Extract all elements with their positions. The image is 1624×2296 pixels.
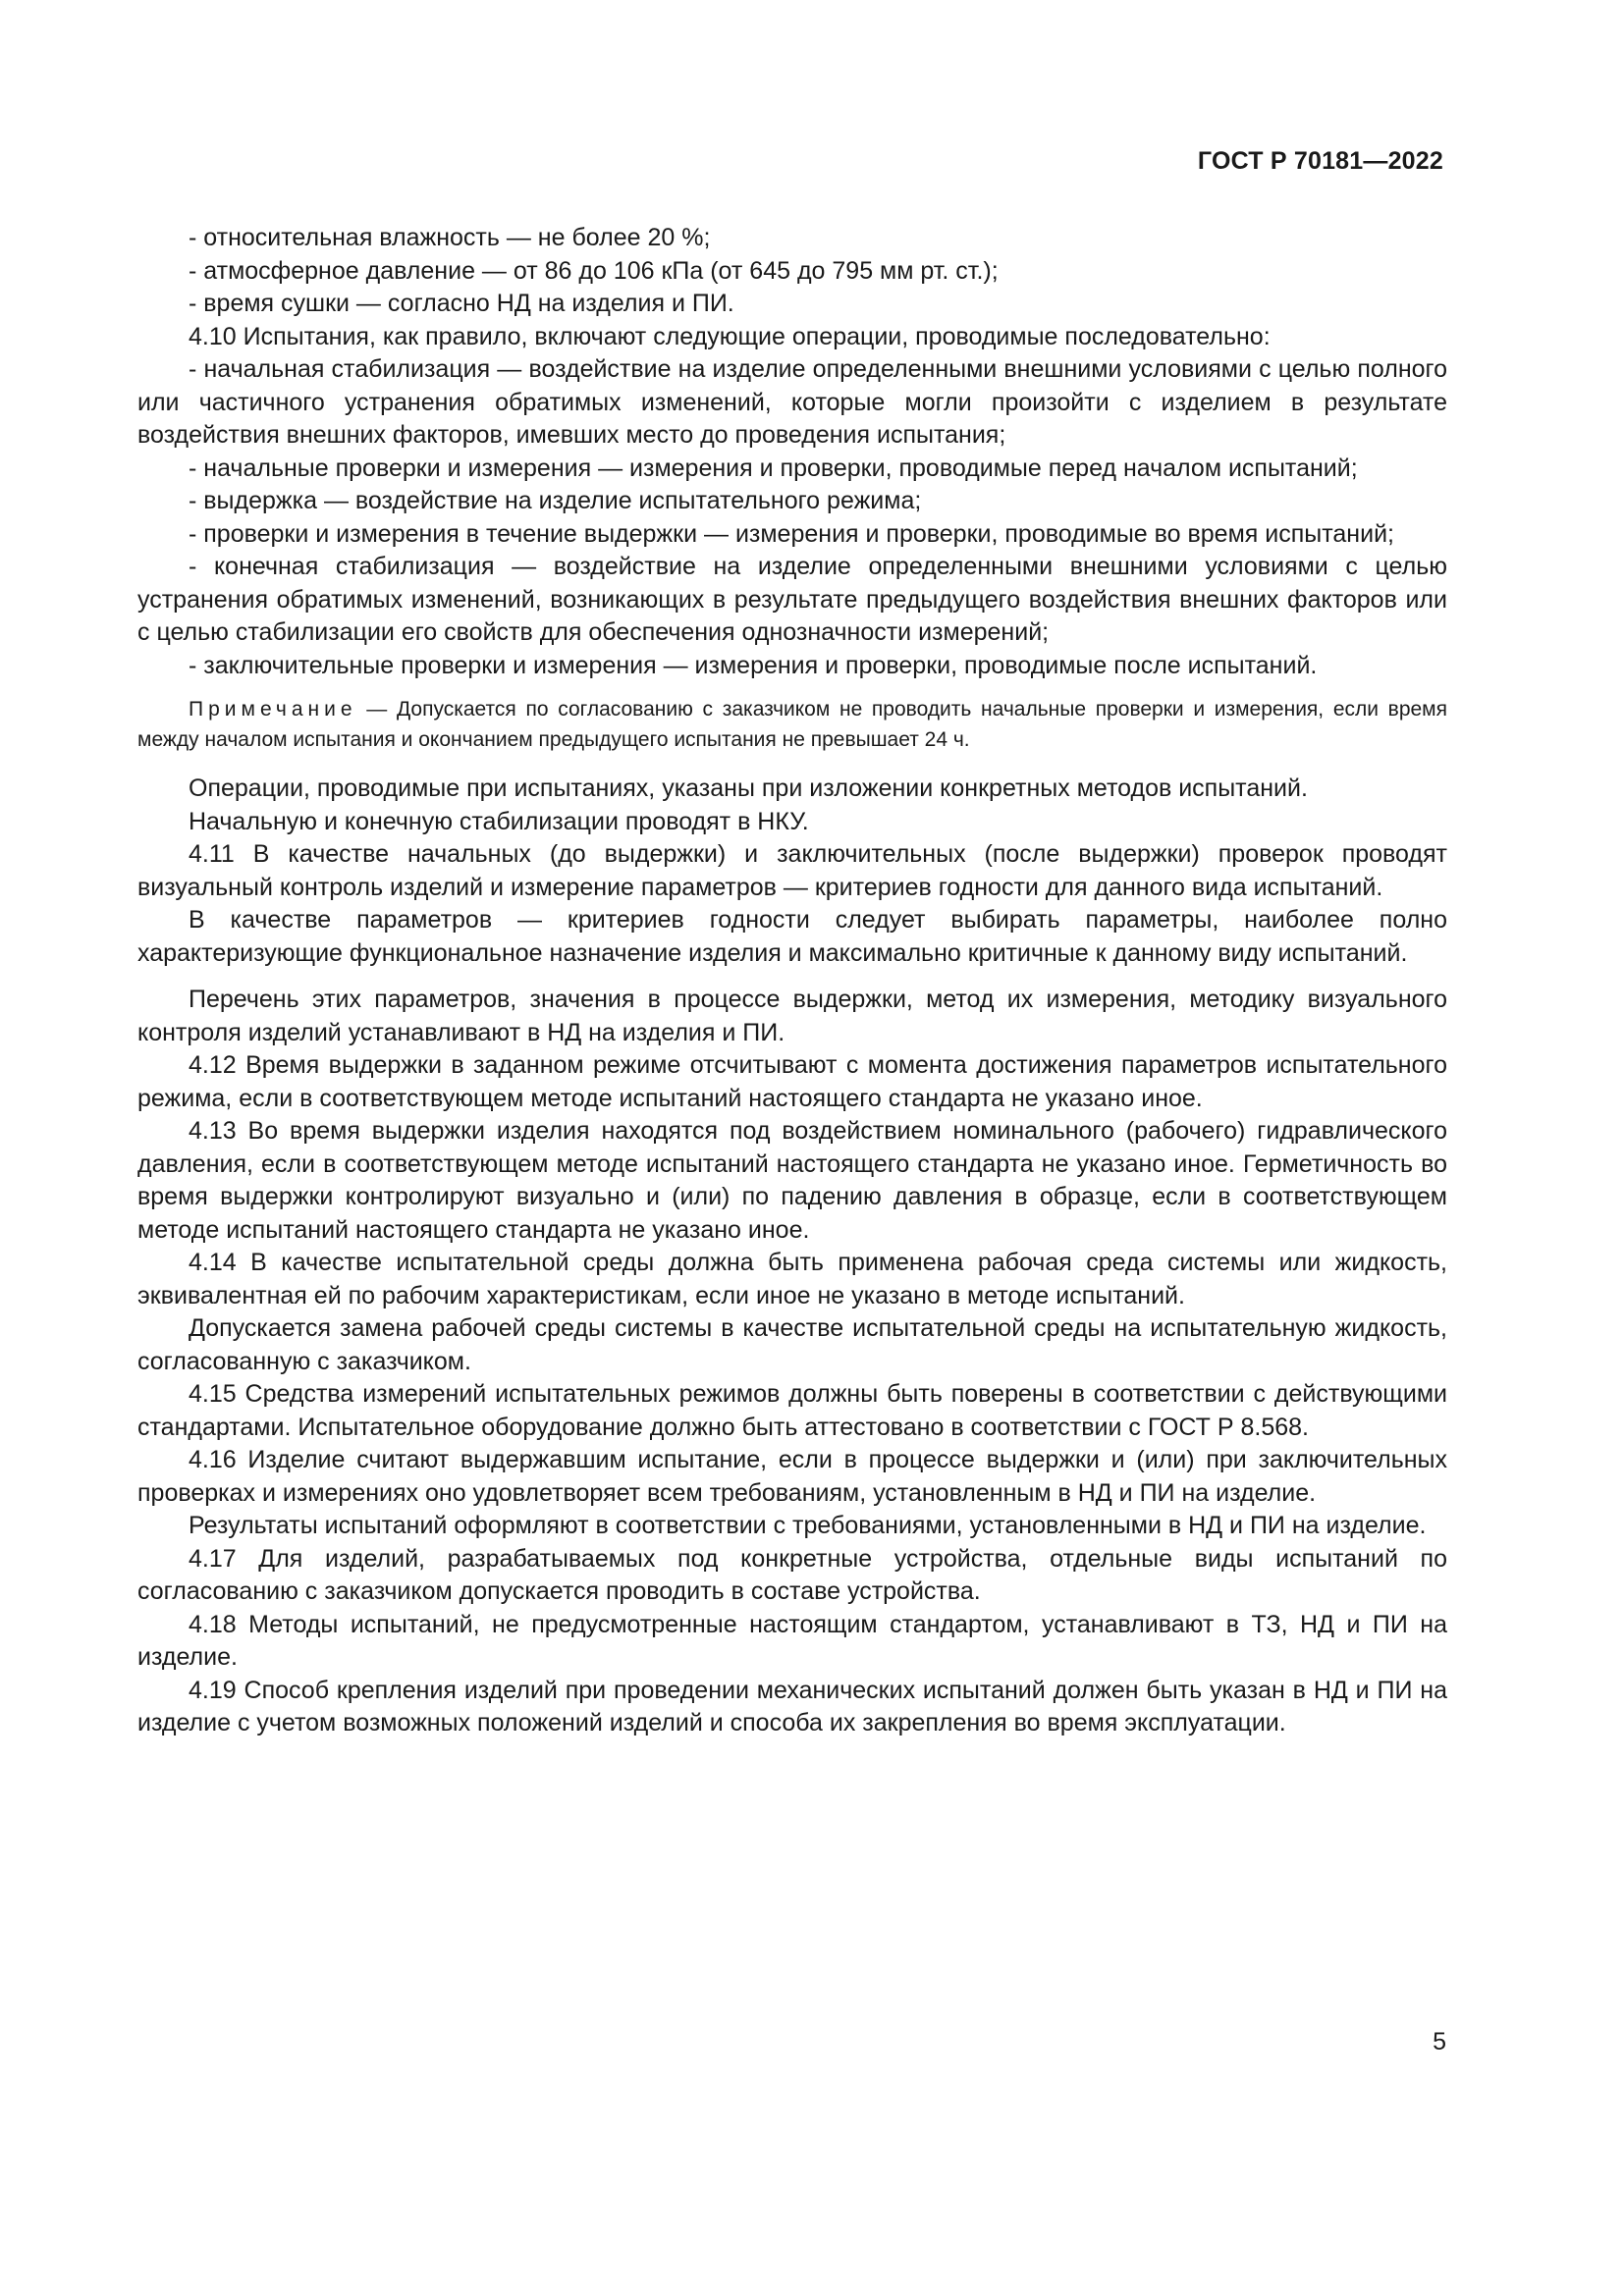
document-header: ГОСТ Р 70181—2022 xyxy=(1197,147,1443,175)
paragraph: 4.14 В качестве испытательной среды должна быть применена рабочая среда системы или жидкость, эквивалентная ей по рабочим характеристикам, если иное не указано в методе испытаний. xyxy=(137,1249,1447,1309)
paragraph: 4.12 Время выдержки в заданном режиме отсчитывают с момента достижения параметров испытательного режима, если в соответствующем методе испытаний настоящего стандарта не указано иное. xyxy=(137,1051,1447,1112)
paragraph: Допускается замена рабочей среды системы в качестве испытательной среды на испытательную жидкость, согласованную с заказчиком. xyxy=(137,1314,1447,1375)
paragraph: Результаты испытаний оформляют в соответствии с требованиями, установленными в НД и ПИ на изделие. xyxy=(189,1512,1427,1539)
page-number: 5 xyxy=(1433,2028,1446,2056)
paragraph: Начальную и конечную стабилизации проводят в НКУ. xyxy=(189,807,809,835)
note-label: Примечание xyxy=(189,698,357,721)
paragraph: - начальная стабилизация — воздействие на изделие определенными внешними условиями с целью полного или частичного устранения обратимых изменений, которые могли произойти с изделием в результате воздействия внешних факторов, имевших место до проведения испытания; xyxy=(137,355,1447,449)
paragraph: 4.19 Способ крепления изделий при проведении механических испытаний должен быть указан в НД и ПИ на изделие с учетом возможных положений изделий и способа их закрепления во время эксплуатации. xyxy=(137,1676,1447,1736)
paragraph: - выдержка — воздействие на изделие испытательного режима; xyxy=(189,487,922,514)
paragraph: - заключительные проверки и измерения — измерения и проверки, проводимые после испытаний. xyxy=(189,651,1318,679)
paragraph: В качестве параметров — критериев годности следует выбирать параметры, наиболее полно характеризующие функциональное назначение изделия и максимально критичные к данному виду испытаний. xyxy=(137,906,1447,967)
paragraph: - конечная стабилизация — воздействие на изделие определенными внешними условиями с целью устранения обратимых изменений, возникающих в результате предыдущего воздействия внешних факторов или с целью стабилизации его свойств для обеспечения однозначности измерений; xyxy=(137,553,1447,646)
note xyxy=(137,694,1447,755)
paragraph: - время сушки — согласно НД на изделия и ПИ. xyxy=(189,290,734,317)
note-text: — Допускается по согласованию с заказчиком не проводить начальные проверки и измерения, если время между началом испытания и окончанием предыдущего испытания не превышает 24 ч. xyxy=(137,698,1447,751)
paragraph: 4.17 Для изделий, разрабатываемых под конкретные устройства, отдельные виды испытаний по согласованию с заказчиком допускается проводить в составе устройства. xyxy=(137,1544,1447,1605)
paragraph: 4.15 Средства измерений испытательных режимов должны быть поверены в соответствии с действующими стандартами. Испытательное оборудование должно быть аттестовано в соответствии с ГОСТ Р 8.568. xyxy=(137,1380,1447,1441)
paragraph: 4.13 Во время выдержки изделия находятся под воздействием номинального (рабочего) гидравлического давления, если в соответствующем методе испытаний настоящего стандарта не указано иное. Герметичность во время выдержки контролируют визуально и (или) по падению давления в образце, если в соответствующем методе испытаний настоящего стандарта не указано иное. xyxy=(137,1117,1447,1244)
paragraph: Перечень этих параметров, значения в процессе выдержки, метод их измерения, методику визуального контроля изделий устанавливают в НД на изделия и ПИ. xyxy=(137,986,1447,1046)
paragraph: 4.18 Методы испытаний, не предусмотренные настоящим стандартом, устанавливают в ТЗ, НД и ПИ на изделие. xyxy=(137,1610,1447,1671)
paragraph: - начальные проверки и измерения — измерения и проверки, проводимые перед началом испытаний; xyxy=(189,454,1358,482)
document-body xyxy=(137,222,1447,1740)
paragraph: 4.10 Испытания, как правило, включают следующие операции, проводимые последовательно: xyxy=(189,322,1271,350)
paragraph: - атмосферное давление — от 86 до 106 кПа (от 645 до 795 мм рт. ст.); xyxy=(189,256,999,285)
paragraph: Операции, проводимые при испытаниях, указаны при изложении конкретных методов испытаний. xyxy=(189,774,1308,802)
paragraph: - проверки и измерения в течение выдержки — измерения и проверки, проводимые во время испытаний; xyxy=(189,519,1394,548)
paragraph: 4.11 В качестве начальных (до выдержки) и заключительных (после выдержки) проверок проводят визуальный контроль изделий и измерение параметров — критериев годности для данного вида испытаний. xyxy=(137,840,1447,901)
paragraph: 4.16 Изделие считают выдержавшим испытание, если в процессе выдержки и (или) при заключительных проверках и измерениях оно удовлетворяет всем требованиям, установленным в НД и ПИ на изделие. xyxy=(137,1446,1447,1507)
paragraph: - относительная влажность — не более 20 %; xyxy=(189,224,711,251)
